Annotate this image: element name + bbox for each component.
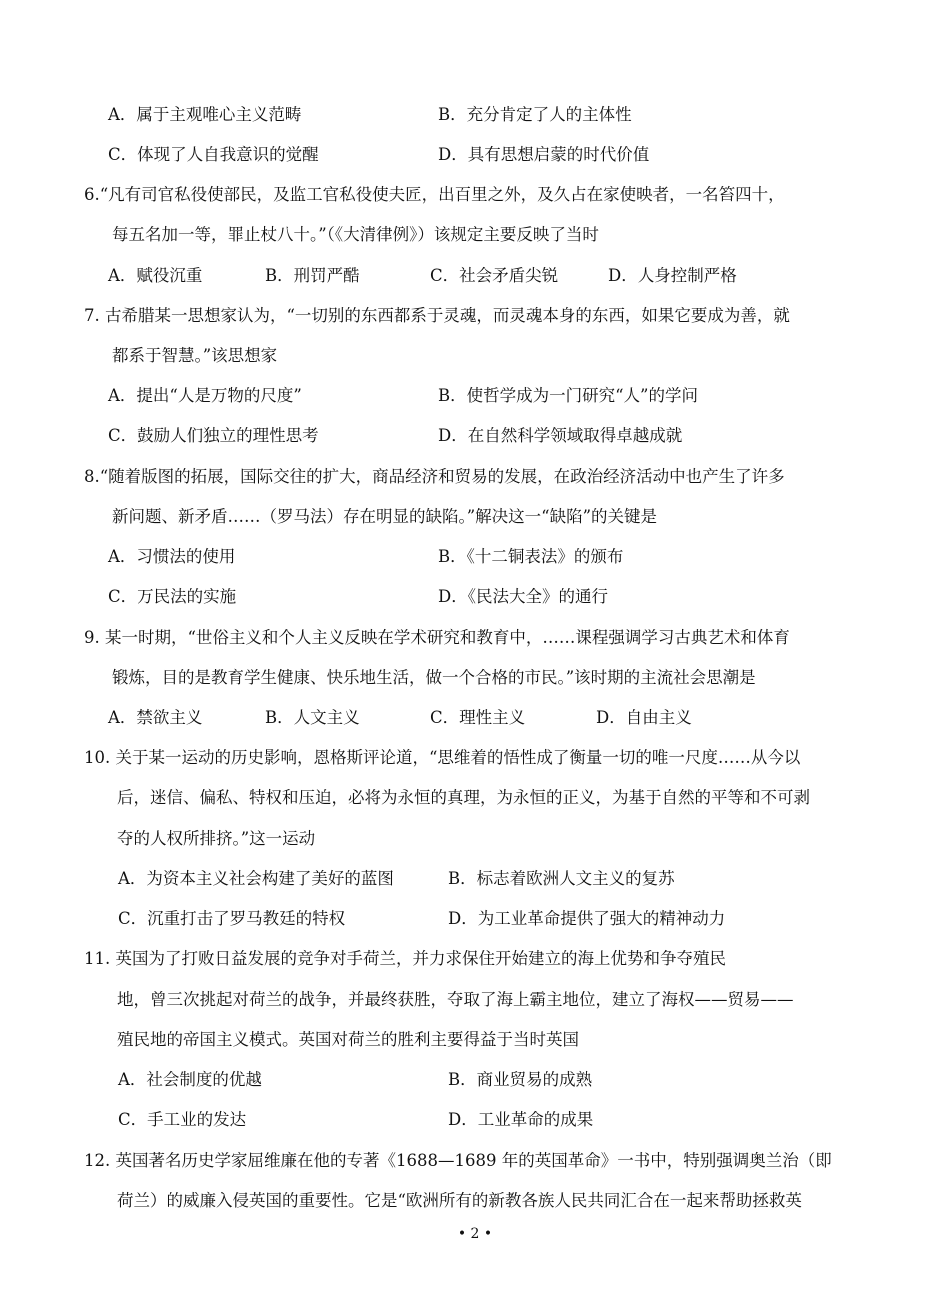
- q5-option-d: D．具有思想启蒙的时代价值: [438, 145, 650, 164]
- q10-option-a: A．为资本主义社会构建了美好的蓝图: [118, 869, 394, 888]
- q10-option-c: C．沉重打击了罗马教廷的特权: [118, 909, 346, 928]
- q9-option-b: B．人文主义: [265, 708, 360, 727]
- q6-option-c: C．社会矛盾尖锐: [430, 266, 559, 285]
- q9-option-a: A．禁欲主义: [108, 708, 203, 727]
- q10-stem-line-2: 后，迷信、偏私、特权和压迫，必将为永恒的真理，为永恒的正义，为基于自然的平等和不可剥: [117, 788, 810, 807]
- q6-stem-line-1: 6.“凡有司官私役使部民，及监工官私役使夫匠，出百里之外，及久占在家使映者，一名笞四十，: [84, 185, 785, 204]
- q11-stem-line-1: 11. 英国为了打败日益发展的竞争对手荷兰，并力求保住开始建立的海上优势和争夺殖民: [84, 949, 726, 968]
- q6-option-a: A．赋役沉重: [108, 266, 203, 285]
- q10-option-b: B．标志着欧洲人文主义的复苏: [448, 869, 675, 888]
- q9-stem-line-2: 锻炼，目的是教育学生健康、快乐地生活，做一个合格的市民。”该时期的主流社会思潮是: [112, 668, 756, 687]
- q5-option-b: B．充分肯定了人的主体性: [438, 105, 632, 124]
- q7-option-b: B．使哲学成为一门研究“人”的学问: [438, 386, 698, 405]
- q11-option-b: B．商业贸易的成熟: [448, 1070, 593, 1089]
- q8-stem-line-1: 8.“随着版图的拓展，国际交往的扩大，商品经济和贸易的发展，在政治经济活动中也产生了许多: [84, 467, 785, 486]
- q9-stem-line-1: 9. 某一时期，“世俗主义和个人主义反映在学术研究和教育中，……课程强调学习古典艺术和体育: [84, 628, 790, 647]
- q10-option-d: D．为工业革命提供了强大的精神动力: [448, 909, 726, 928]
- q8-option-a: A．习惯法的使用: [108, 547, 236, 566]
- q12-stem-line-1: 12. 英国著名历史学家屈维廉在他的专著《1688—1689 年的英国革命》一书中，特别强调奥兰治（即: [84, 1151, 832, 1170]
- q11-option-c: C．手工业的发达: [118, 1110, 247, 1129]
- q10-stem-line-3: 夺的人权所排挤。”这一运动: [117, 829, 316, 848]
- q11-stem-line-3: 殖民地的帝国主义模式。英国对荷兰的胜利主要得益于当时英国: [117, 1030, 579, 1049]
- q7-stem-line-2: 都系于智慧。”该思想家: [112, 346, 278, 365]
- q7-option-a: A．提出“人是万物的尺度”: [108, 386, 302, 405]
- q5-option-a: A．属于主观唯心主义范畴: [108, 105, 302, 124]
- q9-option-c: C．理性主义: [430, 708, 526, 727]
- q8-option-c: C．万民法的实施: [108, 587, 237, 606]
- q6-option-d: D．人身控制严格: [608, 266, 737, 285]
- q6-option-b: B．刑罚严酷: [265, 266, 360, 285]
- q11-option-d: D．工业革命的成果: [448, 1110, 594, 1129]
- q12-stem-line-2: 荷兰）的威廉入侵英国的重要性。它是“欧洲所有的新教各族人民共同汇合在一起来帮助拯救英: [117, 1191, 802, 1210]
- q11-stem-line-2: 地，曾三次挑起对荷兰的战争，并最终获胜，夺取了海上霸主地位，建立了海权——贸易——: [117, 990, 794, 1009]
- q7-option-c: C．鼓励人们独立的理性思考: [108, 426, 319, 445]
- q8-option-b: B．《十二铜表法》的颁布: [438, 547, 624, 566]
- q8-option-d: D．《民法大全》的通行: [438, 587, 608, 606]
- q8-stem-line-2: 新问题、新矛盾……（罗马法）存在明显的缺陷。”解决这一“缺陷”的关键是: [112, 507, 658, 526]
- page-number: • 2 •: [457, 1226, 493, 1242]
- q9-option-d: D．自由主义: [596, 708, 692, 727]
- q10-stem-line-1: 10. 关于某一运动的历史影响，恩格斯评论道，“思维着的悟性成了衡量一切的唯一尺度……从今以: [84, 748, 801, 767]
- q11-option-a: A．社会制度的优越: [118, 1070, 262, 1089]
- q7-stem-line-1: 7. 古希腊某一思想家认为，“一切别的东西都系于灵魂，而灵魂本身的东西，如果它要成为善，就: [84, 306, 790, 325]
- q5-option-c: C．体现了人自我意识的觉醒: [108, 145, 319, 164]
- q6-stem-line-2: 每五名加一等，罪止杖八十。”（《大清律例》）该规定主要反映了当时: [112, 225, 599, 244]
- q7-option-d: D．在自然科学领域取得卓越成就: [438, 426, 683, 445]
